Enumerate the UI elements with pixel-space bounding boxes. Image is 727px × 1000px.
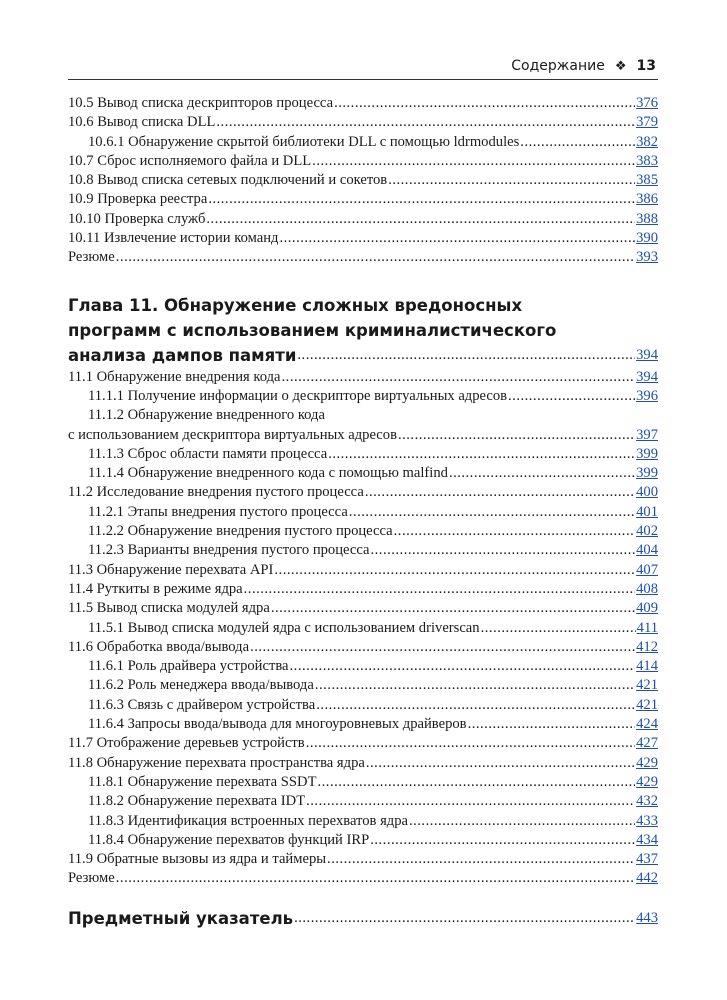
toc-section-chapter10	[68, 94, 658, 268]
toc-entry[interactable]	[68, 869, 658, 888]
toc-entry[interactable]	[68, 368, 658, 387]
toc-entry-title: 10.9 Проверка реестра	[68, 191, 208, 208]
toc-entry-title: 11.7 Отображение деревьев устройств	[68, 735, 305, 752]
toc-page-link[interactable]: 411	[636, 619, 658, 636]
toc-page-link[interactable]: 408	[636, 580, 658, 597]
toc-entry[interactable]	[68, 229, 658, 248]
toc-page-link[interactable]: 429	[636, 773, 658, 790]
toc-entry[interactable]	[68, 676, 658, 695]
toc-entry[interactable]	[68, 94, 658, 113]
toc-page-link[interactable]: 402	[636, 523, 658, 540]
toc-entry[interactable]	[68, 483, 658, 502]
toc-entry-title: 11.8.4 Обнаружение перехватов функций IRP	[88, 831, 370, 848]
toc-page-link[interactable]: 394	[636, 346, 658, 363]
dot-leader	[297, 343, 635, 368]
toc-entry-title: 10.8 Вывод списка сетевых подключений и сокетов	[68, 172, 388, 189]
toc-entry-title: 11.3 Обнаружение перехвата API	[68, 561, 274, 578]
toc-entry-title: Резюме	[68, 870, 115, 887]
dot-leader	[481, 619, 636, 638]
dot-leader	[116, 869, 635, 888]
toc-entry-title: 11.2.2 Обнаружение внедрения пустого процесса	[88, 523, 393, 540]
toc-entry-title: 11.1 Обнаружение внедрения кода	[68, 368, 281, 385]
toc-entry-title: 10.6.1 Обнаружение скрытой библиотеки DLL с помощью ldrmodules	[88, 133, 520, 150]
toc-entry-title: 11.1.1 Получение информации о дескрипторе виртуальных адресов	[88, 387, 508, 404]
toc-page-link[interactable]: 383	[636, 152, 658, 169]
toc-entry-title: 11.6 Обработка ввода/вывода	[68, 638, 250, 655]
dot-leader	[279, 229, 635, 248]
dot-leader	[370, 831, 635, 850]
dot-leader	[365, 483, 635, 502]
toc-entry[interactable]	[68, 773, 658, 792]
dot-leader	[208, 190, 635, 209]
dot-leader	[206, 210, 635, 229]
toc-entry[interactable]	[68, 464, 658, 483]
header-section-title: Содержание	[511, 58, 605, 74]
toc-page-link[interactable]: 399	[636, 445, 658, 462]
toc-entry[interactable]	[68, 503, 658, 522]
toc-page-link[interactable]: 429	[636, 754, 658, 771]
toc-page-link[interactable]: 427	[636, 735, 658, 752]
dot-leader	[394, 522, 635, 541]
dot-leader	[271, 599, 635, 618]
dot-leader	[312, 152, 635, 171]
dot-leader	[318, 773, 636, 792]
dot-leader	[316, 696, 635, 715]
toc-page-link[interactable]: 397	[636, 426, 658, 443]
toc-entry-wrapped[interactable]	[68, 406, 658, 445]
dot-leader	[328, 445, 635, 464]
toc-page-link[interactable]: 433	[636, 812, 658, 829]
toc-entry[interactable]	[68, 696, 658, 715]
toc-entry[interactable]	[68, 754, 658, 773]
toc-entry-title: 11.8.3 Идентификация встроенных перехватов ядра	[88, 812, 408, 829]
toc-page-link[interactable]: 404	[636, 542, 658, 559]
toc-entry[interactable]	[68, 522, 658, 541]
chapter-title-line: Глава 11. Обнаружение сложных вредоносных	[68, 295, 523, 315]
toc-page-link[interactable]: 414	[636, 658, 658, 675]
toc-entry-title: 10.6 Вывод списка DLL	[68, 114, 216, 131]
dot-leader	[449, 464, 635, 483]
toc-entry[interactable]	[68, 831, 658, 850]
toc-page-link[interactable]: 385	[636, 172, 658, 189]
toc-page-link[interactable]: 412	[636, 638, 658, 655]
toc-entry-title: 11.6.1 Роль драйвера устройства	[88, 658, 289, 675]
dot-leader	[282, 368, 636, 387]
toc-page-link[interactable]: 442	[636, 870, 658, 887]
dot-leader	[294, 906, 635, 931]
toc-entry[interactable]	[68, 210, 658, 229]
toc-page-link[interactable]: 432	[636, 793, 658, 810]
toc-entry-title: 11.9 Обратные вызовы из ядра и таймеры	[68, 851, 327, 868]
toc-entry[interactable]	[68, 561, 658, 580]
chapter-title-row	[68, 343, 658, 368]
toc-entry-title: 10.11 Извлечение истории команд	[68, 230, 279, 247]
toc-page-link[interactable]: 396	[636, 387, 658, 404]
toc-entry[interactable]	[68, 734, 658, 753]
toc-entry-title: 11.1.2 Обнаружение внедренного кода	[88, 407, 325, 424]
toc-entry[interactable]	[68, 171, 658, 190]
toc-entry[interactable]	[68, 812, 658, 831]
toc-entry[interactable]	[68, 133, 658, 152]
toc-page-link[interactable]: 424	[636, 716, 658, 733]
toc-entry-line	[68, 406, 658, 425]
toc-entry-title: 11.1.4 Обнаружение внедренного кода с помощью malfind	[88, 465, 448, 482]
toc-entry-title: 11.5.1 Вывод списка модулей ядра с использованием driverscan	[88, 619, 480, 636]
toc-page-link[interactable]: 399	[636, 465, 658, 482]
index-title: Предметный указатель	[68, 908, 294, 928]
toc-page-link[interactable]: 421	[636, 696, 658, 713]
dot-leader	[366, 754, 635, 773]
toc-entry[interactable]	[68, 113, 658, 132]
header-separator-icon: ❖	[614, 59, 627, 74]
toc-entry-title: 10.5 Вывод списка дескрипторов процесса	[68, 95, 334, 111]
toc-entry[interactable]	[68, 445, 658, 464]
toc-page-link[interactable]: 393	[636, 249, 658, 266]
toc-entry[interactable]	[68, 152, 658, 171]
toc-page-link[interactable]: 421	[636, 677, 658, 694]
toc-entry[interactable]	[68, 190, 658, 209]
toc-page-link[interactable]: 390	[636, 230, 658, 247]
toc-entry-title: 11.8 Обнаружение перехвата пространства ядра	[68, 754, 365, 771]
toc-entry-title: 11.6.2 Роль менеджера ввода/вывода	[88, 677, 314, 694]
toc-entry-title: 11.2.3 Варианты внедрения пустого процесса	[88, 542, 370, 559]
toc-page-link[interactable]: 388	[636, 210, 658, 227]
toc-page-link[interactable]: 407	[636, 561, 658, 578]
chapter-11-heading[interactable]	[68, 293, 658, 368]
table-of-contents	[68, 94, 658, 931]
toc-entry-title: 11.8.2 Обнаружение перехвата IDT	[88, 793, 306, 810]
toc-entry[interactable]	[68, 599, 658, 618]
index-row	[68, 906, 658, 931]
toc-page-link[interactable]: 409	[636, 600, 658, 617]
toc-page-link[interactable]: 382	[636, 133, 658, 150]
dot-leader	[334, 94, 635, 113]
toc-section-chapter11-cont	[68, 445, 658, 889]
toc-entry[interactable]	[68, 792, 658, 811]
toc-entry[interactable]	[68, 541, 658, 560]
toc-entry-title: 11.4 Руткиты в режиме ядра	[68, 580, 243, 597]
toc-page-link[interactable]: 443	[636, 909, 658, 926]
chapter-title-line: анализа дампов памяти	[68, 345, 297, 365]
toc-entry-title: Резюме	[68, 249, 115, 266]
toc-entry-title: 10.7 Сброс исполняемого файла и DLL	[68, 152, 312, 169]
toc-page-link[interactable]: 379	[636, 114, 658, 131]
dot-leader	[398, 426, 635, 445]
index-heading[interactable]	[68, 906, 658, 931]
toc-page-link[interactable]: 386	[636, 191, 658, 208]
toc-entry[interactable]	[68, 619, 658, 638]
toc-entry[interactable]	[68, 248, 658, 267]
toc-entry-title: 11.6.4 Запросы ввода/вывода для многоуровневых драйверов	[88, 716, 467, 733]
toc-page-link[interactable]: 394	[636, 368, 658, 385]
chapter-title-line: программ с использованием криминалистического	[68, 320, 557, 340]
toc-page-link[interactable]: 376	[636, 95, 658, 111]
dot-leader	[508, 387, 635, 406]
toc-entry[interactable]	[68, 715, 658, 734]
toc-page-link[interactable]: 437	[636, 851, 658, 868]
dot-leader	[520, 133, 635, 152]
dot-leader	[315, 676, 635, 695]
dot-leader	[116, 248, 635, 267]
dot-leader	[306, 792, 635, 811]
toc-entry-title: 11.6.3 Связь с драйвером устройства	[88, 696, 316, 713]
dot-leader	[274, 561, 635, 580]
dot-leader	[244, 580, 635, 599]
toc-entry[interactable]	[68, 387, 658, 406]
toc-entry[interactable]	[68, 638, 658, 657]
dot-leader	[290, 657, 636, 676]
toc-section-chapter11	[68, 368, 658, 407]
toc-entry[interactable]	[68, 657, 658, 676]
toc-entry[interactable]	[68, 580, 658, 599]
toc-entry-title: 11.5 Вывод списка модулей ядра	[68, 600, 270, 617]
toc-entry-title: 11.8.1 Обнаружение перехвата SSDT	[88, 773, 317, 790]
toc-entry-title: 11.2.1 Этапы внедрения пустого процесса	[88, 503, 348, 520]
dot-leader	[409, 812, 635, 831]
toc-entry-title: 11.1.3 Сброс области памяти процесса	[88, 445, 328, 462]
toc-entry-title: 10.10 Проверка служб	[68, 210, 206, 227]
toc-entry-title: 11.2 Исследование внедрения пустого процесса	[68, 484, 364, 501]
dot-leader	[388, 171, 635, 190]
toc-page-link[interactable]: 401	[636, 503, 658, 520]
running-header	[68, 57, 658, 80]
dot-leader	[349, 503, 635, 522]
dot-leader	[468, 715, 636, 734]
toc-entry-line	[68, 426, 658, 445]
dot-leader	[306, 734, 635, 753]
dot-leader	[371, 541, 636, 560]
toc-entry-title: с использованием дескриптора виртуальных адресов	[68, 426, 397, 443]
dot-leader	[216, 113, 635, 132]
toc-page-link[interactable]: 434	[636, 831, 658, 848]
dot-leader	[250, 638, 635, 657]
header-page-number: 13	[636, 58, 656, 74]
toc-page-link[interactable]: 400	[636, 484, 658, 501]
dot-leader	[327, 850, 635, 869]
toc-entry[interactable]	[68, 850, 658, 869]
